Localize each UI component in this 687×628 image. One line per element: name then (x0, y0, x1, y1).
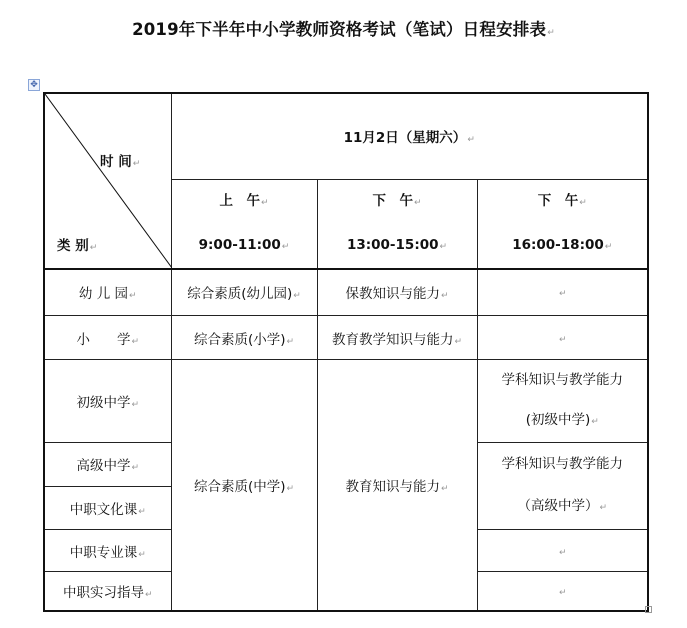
session-time: 13:00-15:00 ↵ (318, 224, 477, 268)
table-row (44, 360, 648, 443)
document-title: 2019年下半年中小学教师资格考试（笔试）日程安排表 ↵ (0, 16, 687, 40)
table-move-handle-icon[interactable]: ✥ (28, 79, 40, 91)
corner-header-cell (44, 93, 171, 269)
category-cell: 中职专业课 ↵ (70, 545, 146, 561)
category-cell: 初级中学 ↵ (76, 395, 139, 411)
category-cell: 高级中学 ↵ (76, 458, 139, 474)
session-time: 16:00-18:00 ↵ (478, 224, 648, 268)
schedule-table (43, 92, 649, 612)
table-row (44, 269, 648, 316)
session-header-3 (477, 179, 648, 269)
session-period: 下 午 ↵ (478, 180, 648, 224)
category-cell: 幼 儿 园 ↵ (79, 286, 137, 302)
session-period: 下 午 ↵ (318, 180, 477, 224)
category-cell: 中职文化课 ↵ (70, 502, 146, 518)
session-time: 9:00-11:00 ↵ (172, 224, 317, 268)
category-cell: 中职实习指导 ↵ (63, 585, 153, 601)
exam-cell-line1: 学科知识与教学能力 (501, 372, 623, 388)
date-label: 11月2日（星期六） ↵ (344, 130, 475, 146)
table-row (44, 316, 648, 360)
corner-category-label: 类 别 ↵ (57, 234, 97, 254)
exam-cell: 综合素质(幼儿园) ↵ (187, 286, 301, 302)
empty-cell (558, 284, 567, 300)
empty-cell (558, 543, 567, 559)
empty-cell (558, 330, 567, 346)
session-period: 上 午 ↵ (172, 180, 317, 224)
exam-cell: 教育教学知识与能力 ↵ (332, 332, 462, 348)
merged-exam-cell-s1: 综合素质(中学) ↵ (194, 479, 294, 495)
exam-cell: 保教知识与能力 ↵ (345, 286, 448, 302)
table-resize-handle[interactable] (645, 606, 652, 613)
corner-time-label: 时 间 ↵ (100, 150, 140, 170)
exam-cell-line1: 学科知识与教学能力 (501, 456, 623, 472)
exam-cell-line2: (初级中学) ↵ (478, 400, 648, 442)
exam-cell-line2: （高级中学） ↵ (478, 485, 648, 529)
exam-cell: 综合素质(小学) ↵ (194, 332, 294, 348)
session-header-2 (317, 179, 477, 269)
empty-cell (558, 583, 567, 599)
session-header-1 (171, 179, 317, 269)
date-header (171, 93, 648, 179)
category-cell: 小 学 ↵ (76, 332, 139, 348)
merged-exam-cell-s2: 教育知识与能力 ↵ (345, 479, 448, 495)
